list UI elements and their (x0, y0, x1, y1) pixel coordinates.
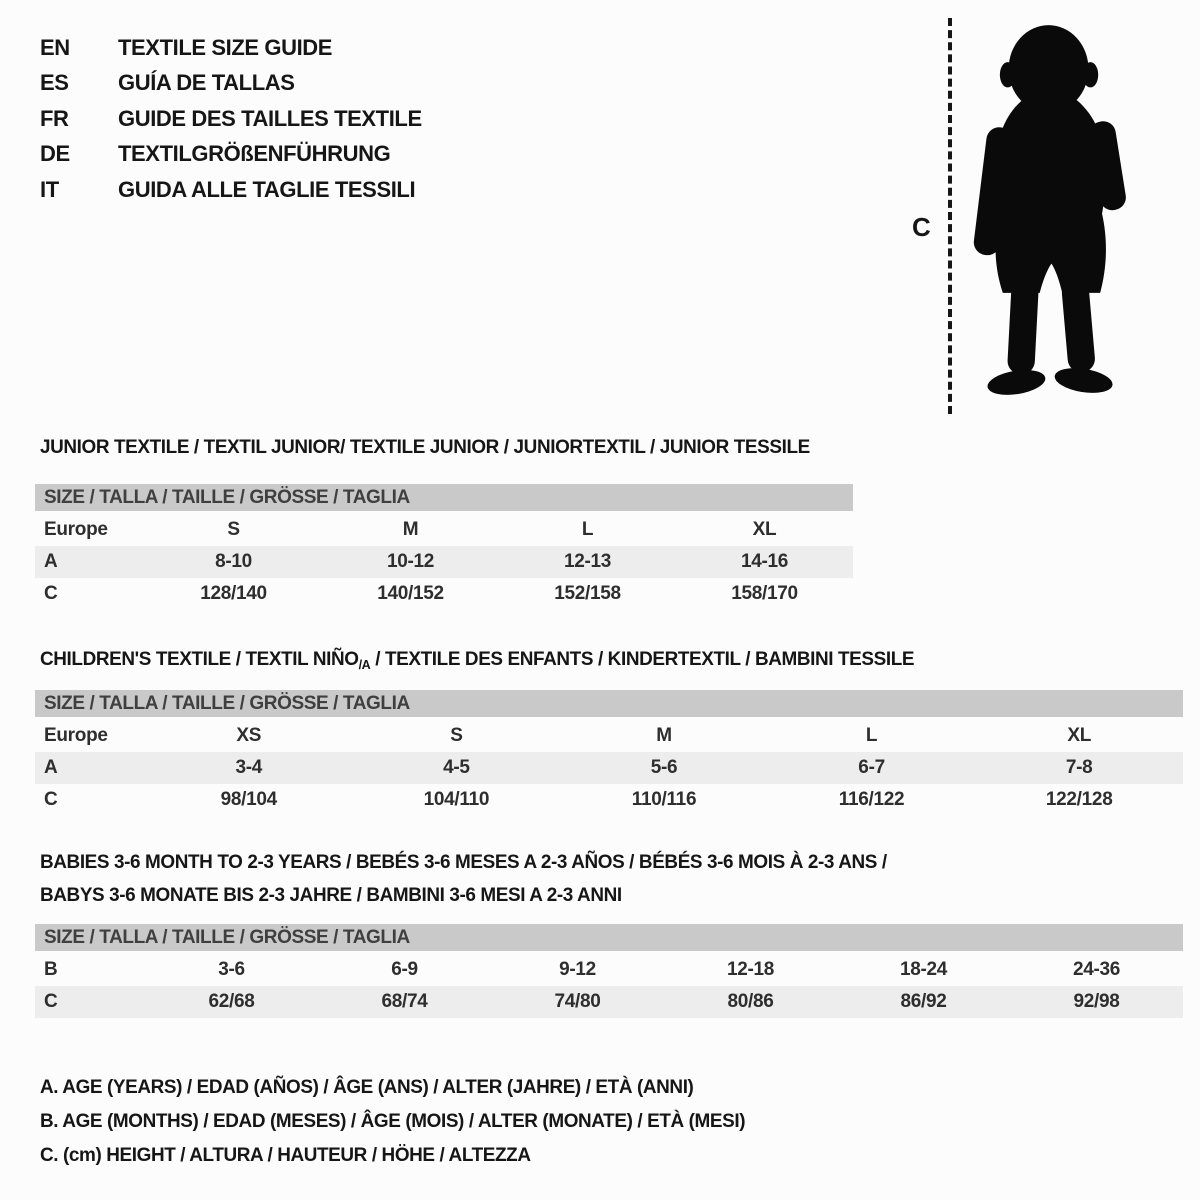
language-code: IT (40, 176, 59, 202)
age-cell: 5-6 (650, 757, 678, 778)
measure-legend (40, 1070, 767, 1172)
language-row-fr (40, 101, 422, 137)
table-row-age (35, 752, 1183, 784)
guide-title-it: GUIDA ALLE TAGLIE TESSILI (118, 176, 416, 202)
table-row-europe (35, 720, 1183, 752)
height-cell: 152/158 (554, 583, 621, 604)
row-label: C (44, 583, 58, 604)
age-cell: 8-10 (215, 551, 252, 572)
age-cell: 12-13 (563, 551, 612, 572)
row-label: C (44, 789, 58, 810)
language-code: FR (40, 105, 69, 131)
age-cell: 12-18 (726, 959, 775, 980)
babies-size-table (35, 924, 1183, 1018)
age-cell: 6-9 (391, 959, 418, 980)
size-cell: XS (236, 725, 262, 746)
guide-title-en: TEXTILE SIZE GUIDE (118, 34, 333, 60)
age-cell: 14-16 (740, 551, 789, 572)
size-cell: S (450, 725, 463, 746)
size-cell: L (865, 725, 878, 746)
age-cell: 3-6 (218, 959, 245, 980)
table-row-height (35, 986, 1183, 1018)
height-cell: 98/104 (220, 789, 277, 810)
legend-line-a: A. AGE (YEARS) / EDAD (AÑOS) / ÂGE (ANS) / ALTER (JAHRE) / ETÀ (ANNI) (40, 1076, 694, 1098)
language-row-es (40, 66, 422, 102)
size-cell: L (581, 519, 594, 540)
height-cell: 80/86 (727, 991, 774, 1012)
age-cell: 6-7 (858, 757, 885, 778)
junior-section-title: JUNIOR TEXTILE / TEXTIL JUNIOR/ TEXTILE JUNIOR / JUNIORTEXTIL / JUNIOR TESSILE (40, 436, 810, 458)
age-cell: 3-4 (235, 757, 263, 778)
row-label: C (44, 991, 58, 1012)
language-code: ES (40, 70, 69, 96)
height-cell: 92/98 (1073, 991, 1120, 1012)
language-title-list (40, 30, 422, 208)
size-cell: M (402, 519, 419, 540)
size-cell: M (656, 725, 672, 746)
size-header-bar: SIZE / TALLA / TAILLE / GRÖSSE / TAGLIA (35, 924, 1183, 951)
language-row-de (40, 137, 422, 173)
table-row-age (35, 546, 853, 578)
height-cell: 62/68 (208, 991, 255, 1012)
height-cell: 158/170 (731, 583, 798, 604)
table-row-height (35, 578, 853, 610)
babies-title-line1: BABIES 3-6 MONTH TO 2-3 YEARS / BEBÉS 3-6 MESES A 2-3 AÑOS / BÉBÉS 3-6 MOIS À 2-3 ANS / (40, 851, 887, 873)
age-cell: 9-12 (559, 959, 596, 980)
height-measure-label: C (912, 212, 931, 242)
age-cell: 18-24 (899, 959, 948, 980)
row-label: Europe (44, 519, 108, 540)
children-title-sub: /A (358, 657, 371, 672)
row-label: A (44, 757, 58, 778)
height-cell: 122/128 (1045, 789, 1113, 810)
children-title-prefix: CHILDREN'S TEXTILE / TEXTIL NIÑO (40, 648, 359, 670)
height-cell: 74/80 (554, 991, 601, 1012)
height-cell: 110/116 (631, 789, 697, 810)
language-row-it (40, 172, 422, 208)
height-cell: 86/92 (900, 991, 947, 1012)
row-label: Europe (44, 725, 108, 746)
size-header-bar: SIZE / TALLA / TAILLE / GRÖSSE / TAGLIA (35, 484, 853, 511)
table-row-europe (35, 514, 853, 546)
children-title-suffix: / TEXTILE DES ENFANTS / KINDERTEXTIL / BAMBINI TESSILE (370, 648, 915, 670)
toddler-silhouette-icon (958, 12, 1143, 416)
height-cell: 104/110 (423, 789, 490, 810)
legend-line-b: B. AGE (MONTHS) / EDAD (MESES) / ÂGE (MOIS) / ALTER (MONATE) / ETÀ (MESI) (40, 1110, 746, 1132)
age-cell: 4-5 (443, 757, 470, 778)
size-header-bar: SIZE / TALLA / TAILLE / GRÖSSE / TAGLIA (35, 690, 1183, 717)
junior-size-table (35, 484, 853, 610)
height-cell: 140/152 (377, 583, 444, 604)
row-label: A (44, 551, 58, 572)
children-size-table (35, 690, 1183, 816)
children-section-title (40, 648, 914, 672)
size-cell: XL (1067, 725, 1092, 746)
guide-title-es: GUÍA DE TALLAS (118, 70, 295, 96)
guide-title-de: TEXTILGRÖßENFÜHRUNG (118, 141, 391, 167)
age-cell: 24-36 (1072, 959, 1121, 980)
row-label: B (44, 959, 58, 980)
table-row-height (35, 784, 1183, 816)
language-code: DE (40, 141, 70, 167)
age-cell: 10-12 (386, 551, 435, 572)
height-measure-dashed-line (948, 18, 952, 414)
guide-title-fr: GUIDE DES TAILLES TEXTILE (118, 105, 422, 131)
legend-line-c: C. (cm) HEIGHT / ALTURA / HAUTEUR / HÖHE / ALTEZZA (40, 1144, 531, 1166)
height-cell: 116/122 (838, 789, 905, 810)
language-row-en (40, 30, 422, 66)
babies-section-title (40, 846, 952, 912)
height-cell: 128/140 (200, 583, 267, 604)
age-cell: 7-8 (1065, 757, 1093, 778)
height-cell: 68/74 (381, 991, 428, 1012)
babies-title-line2: BABYS 3-6 MONATE BIS 2-3 JAHRE / BAMBINI 3-6 MESI A 2-3 ANNI (40, 884, 622, 906)
size-cell: S (227, 519, 240, 540)
language-code: EN (40, 34, 70, 60)
table-row-age-months (35, 954, 1183, 986)
size-cell: XL (752, 519, 777, 540)
